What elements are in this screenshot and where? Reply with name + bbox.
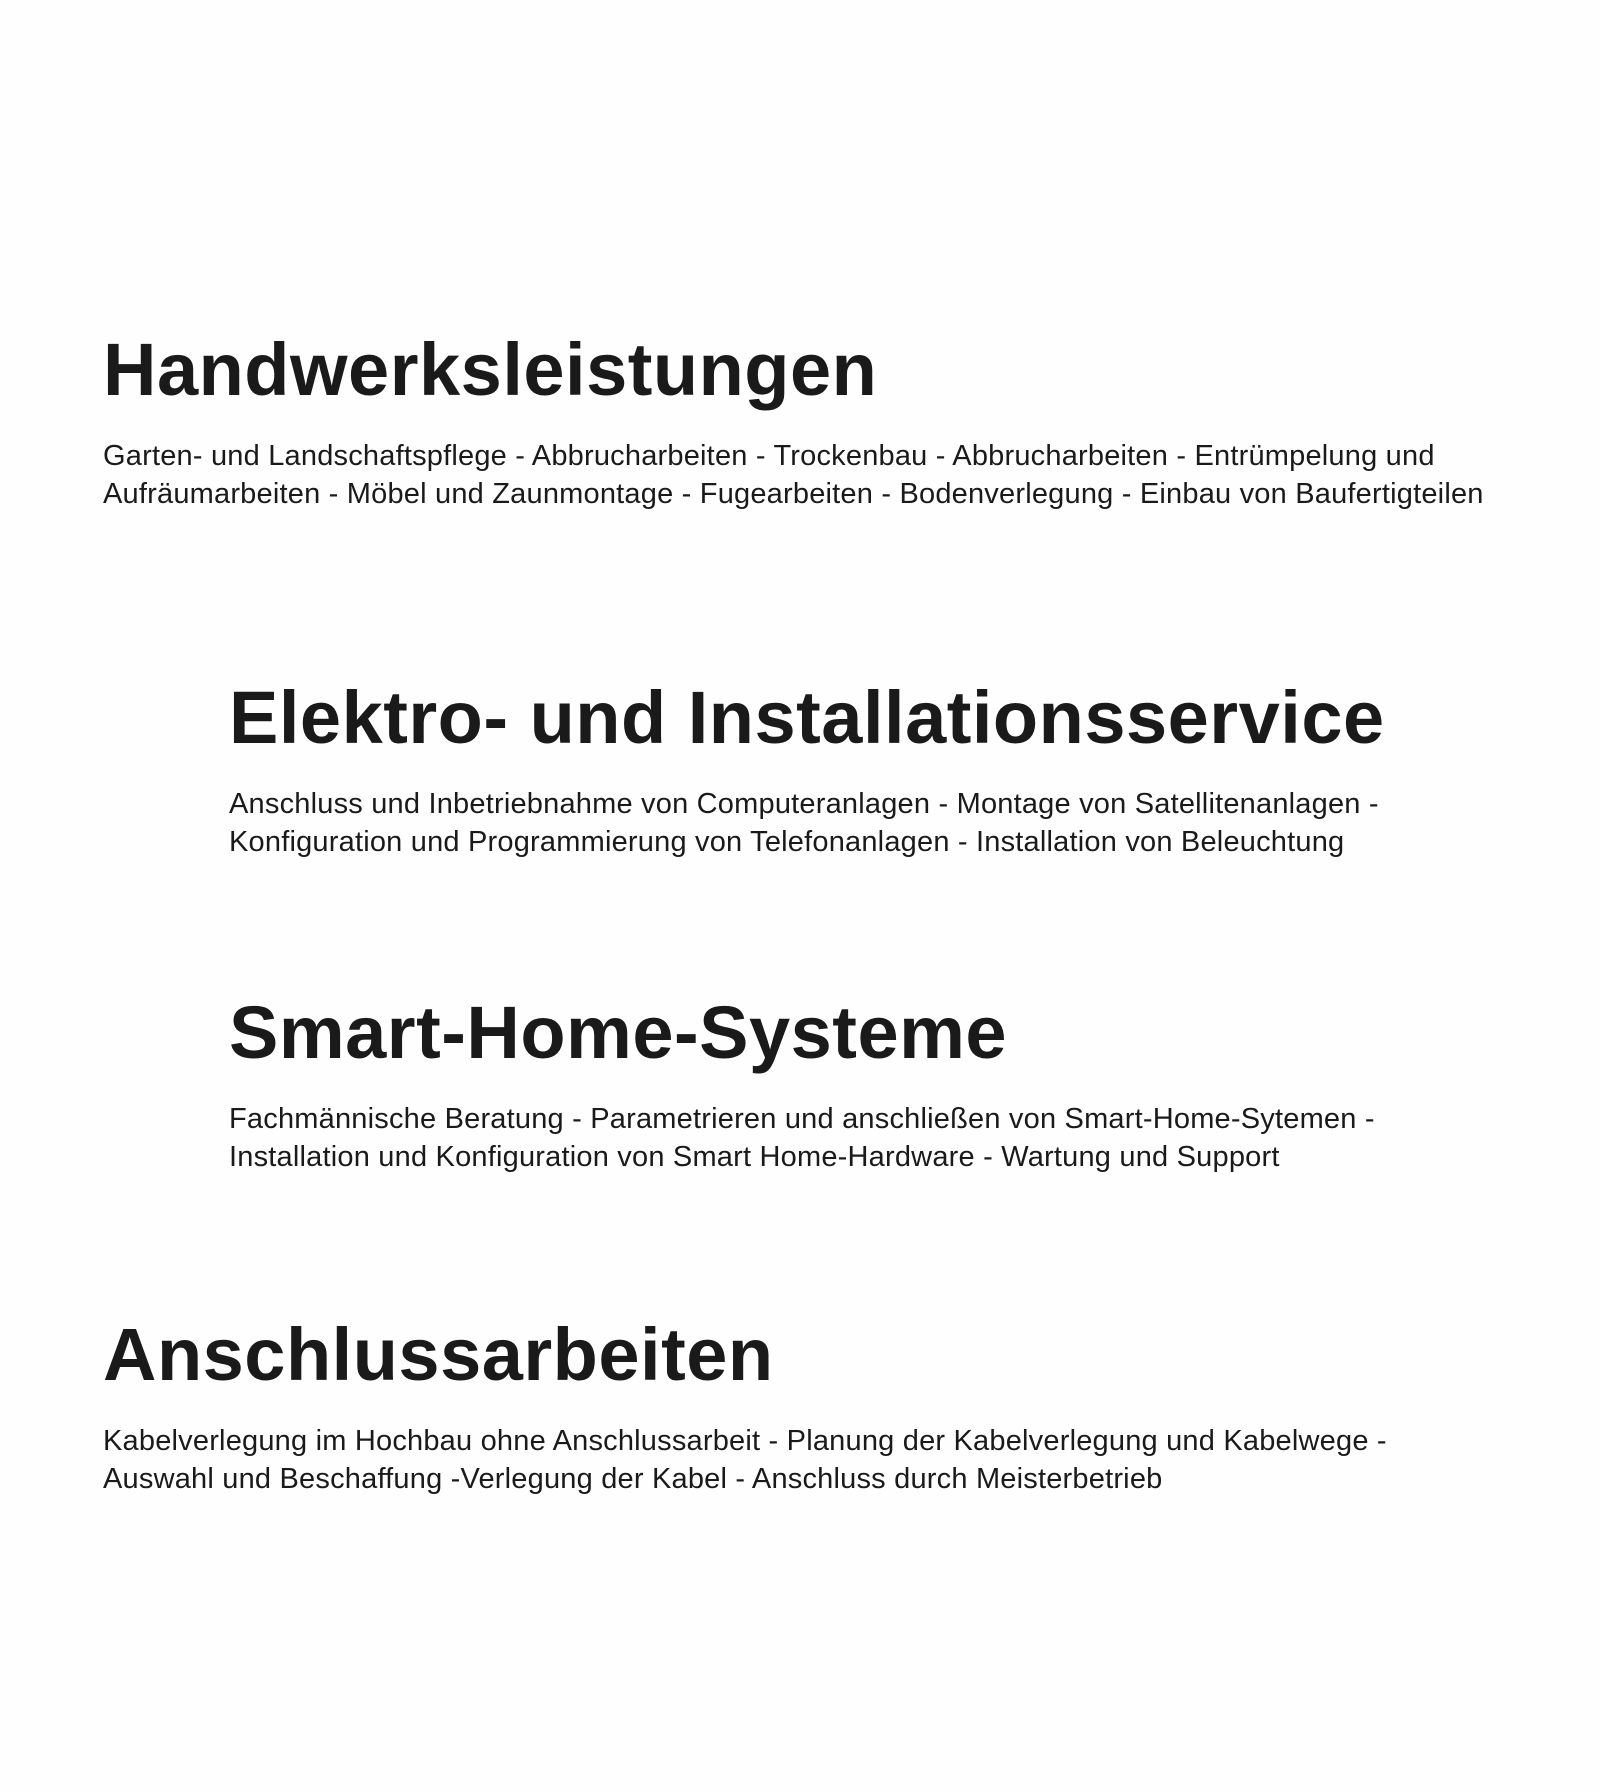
description-line: Aufräumarbeiten - Möbel und Zaunmontage - Fugearbeiten - Bodenverlegung - Einbau von Baufertigteilen: [103, 478, 1484, 510]
description-line: Kabelverlegung im Hochbau ohne Anschlussarbeit - Planung der Kabelverlegung und Kabelwege -: [103, 1425, 1387, 1457]
description-line: Fachmännische Beratung - Parametrieren und anschließen von Smart-Home-Sytemen -: [229, 1103, 1375, 1135]
section-title: Elektro- und Installationsservice: [229, 676, 1385, 759]
section-description: [229, 1100, 1375, 1176]
section-elektro-installationsservice: [229, 673, 1385, 861]
section-title: Smart-Home-Systeme: [229, 991, 1008, 1074]
section-smart-home-systeme: [229, 988, 1375, 1176]
description-line: Auswahl und Beschaffung -Verlegung der Kabel - Anschluss durch Meisterbetrieb: [103, 1463, 1163, 1495]
description-line: Garten- und Landschaftspflege - Abbrucharbeiten - Trockenbau - Abbrucharbeiten - Entrümpelung und: [103, 440, 1435, 472]
section-title: Handwerksleistungen: [103, 328, 878, 411]
section-handwerksleistungen: [103, 325, 1484, 513]
description-line: Anschluss und Inbetriebnahme von Computeranlagen - Montage von Satellitenanlagen -: [229, 788, 1379, 820]
section-title: Anschlussarbeiten: [103, 1313, 774, 1396]
section-anschlussarbeiten: [103, 1310, 1387, 1498]
description-line: Installation und Konfiguration von Smart Home-Hardware - Wartung und Support: [229, 1141, 1280, 1173]
section-description: [229, 785, 1385, 861]
section-description: [103, 1422, 1387, 1498]
section-description: [103, 437, 1484, 513]
description-line: Konfiguration und Programmierung von Telefonanlagen - Installation von Beleuchtung: [229, 826, 1345, 858]
